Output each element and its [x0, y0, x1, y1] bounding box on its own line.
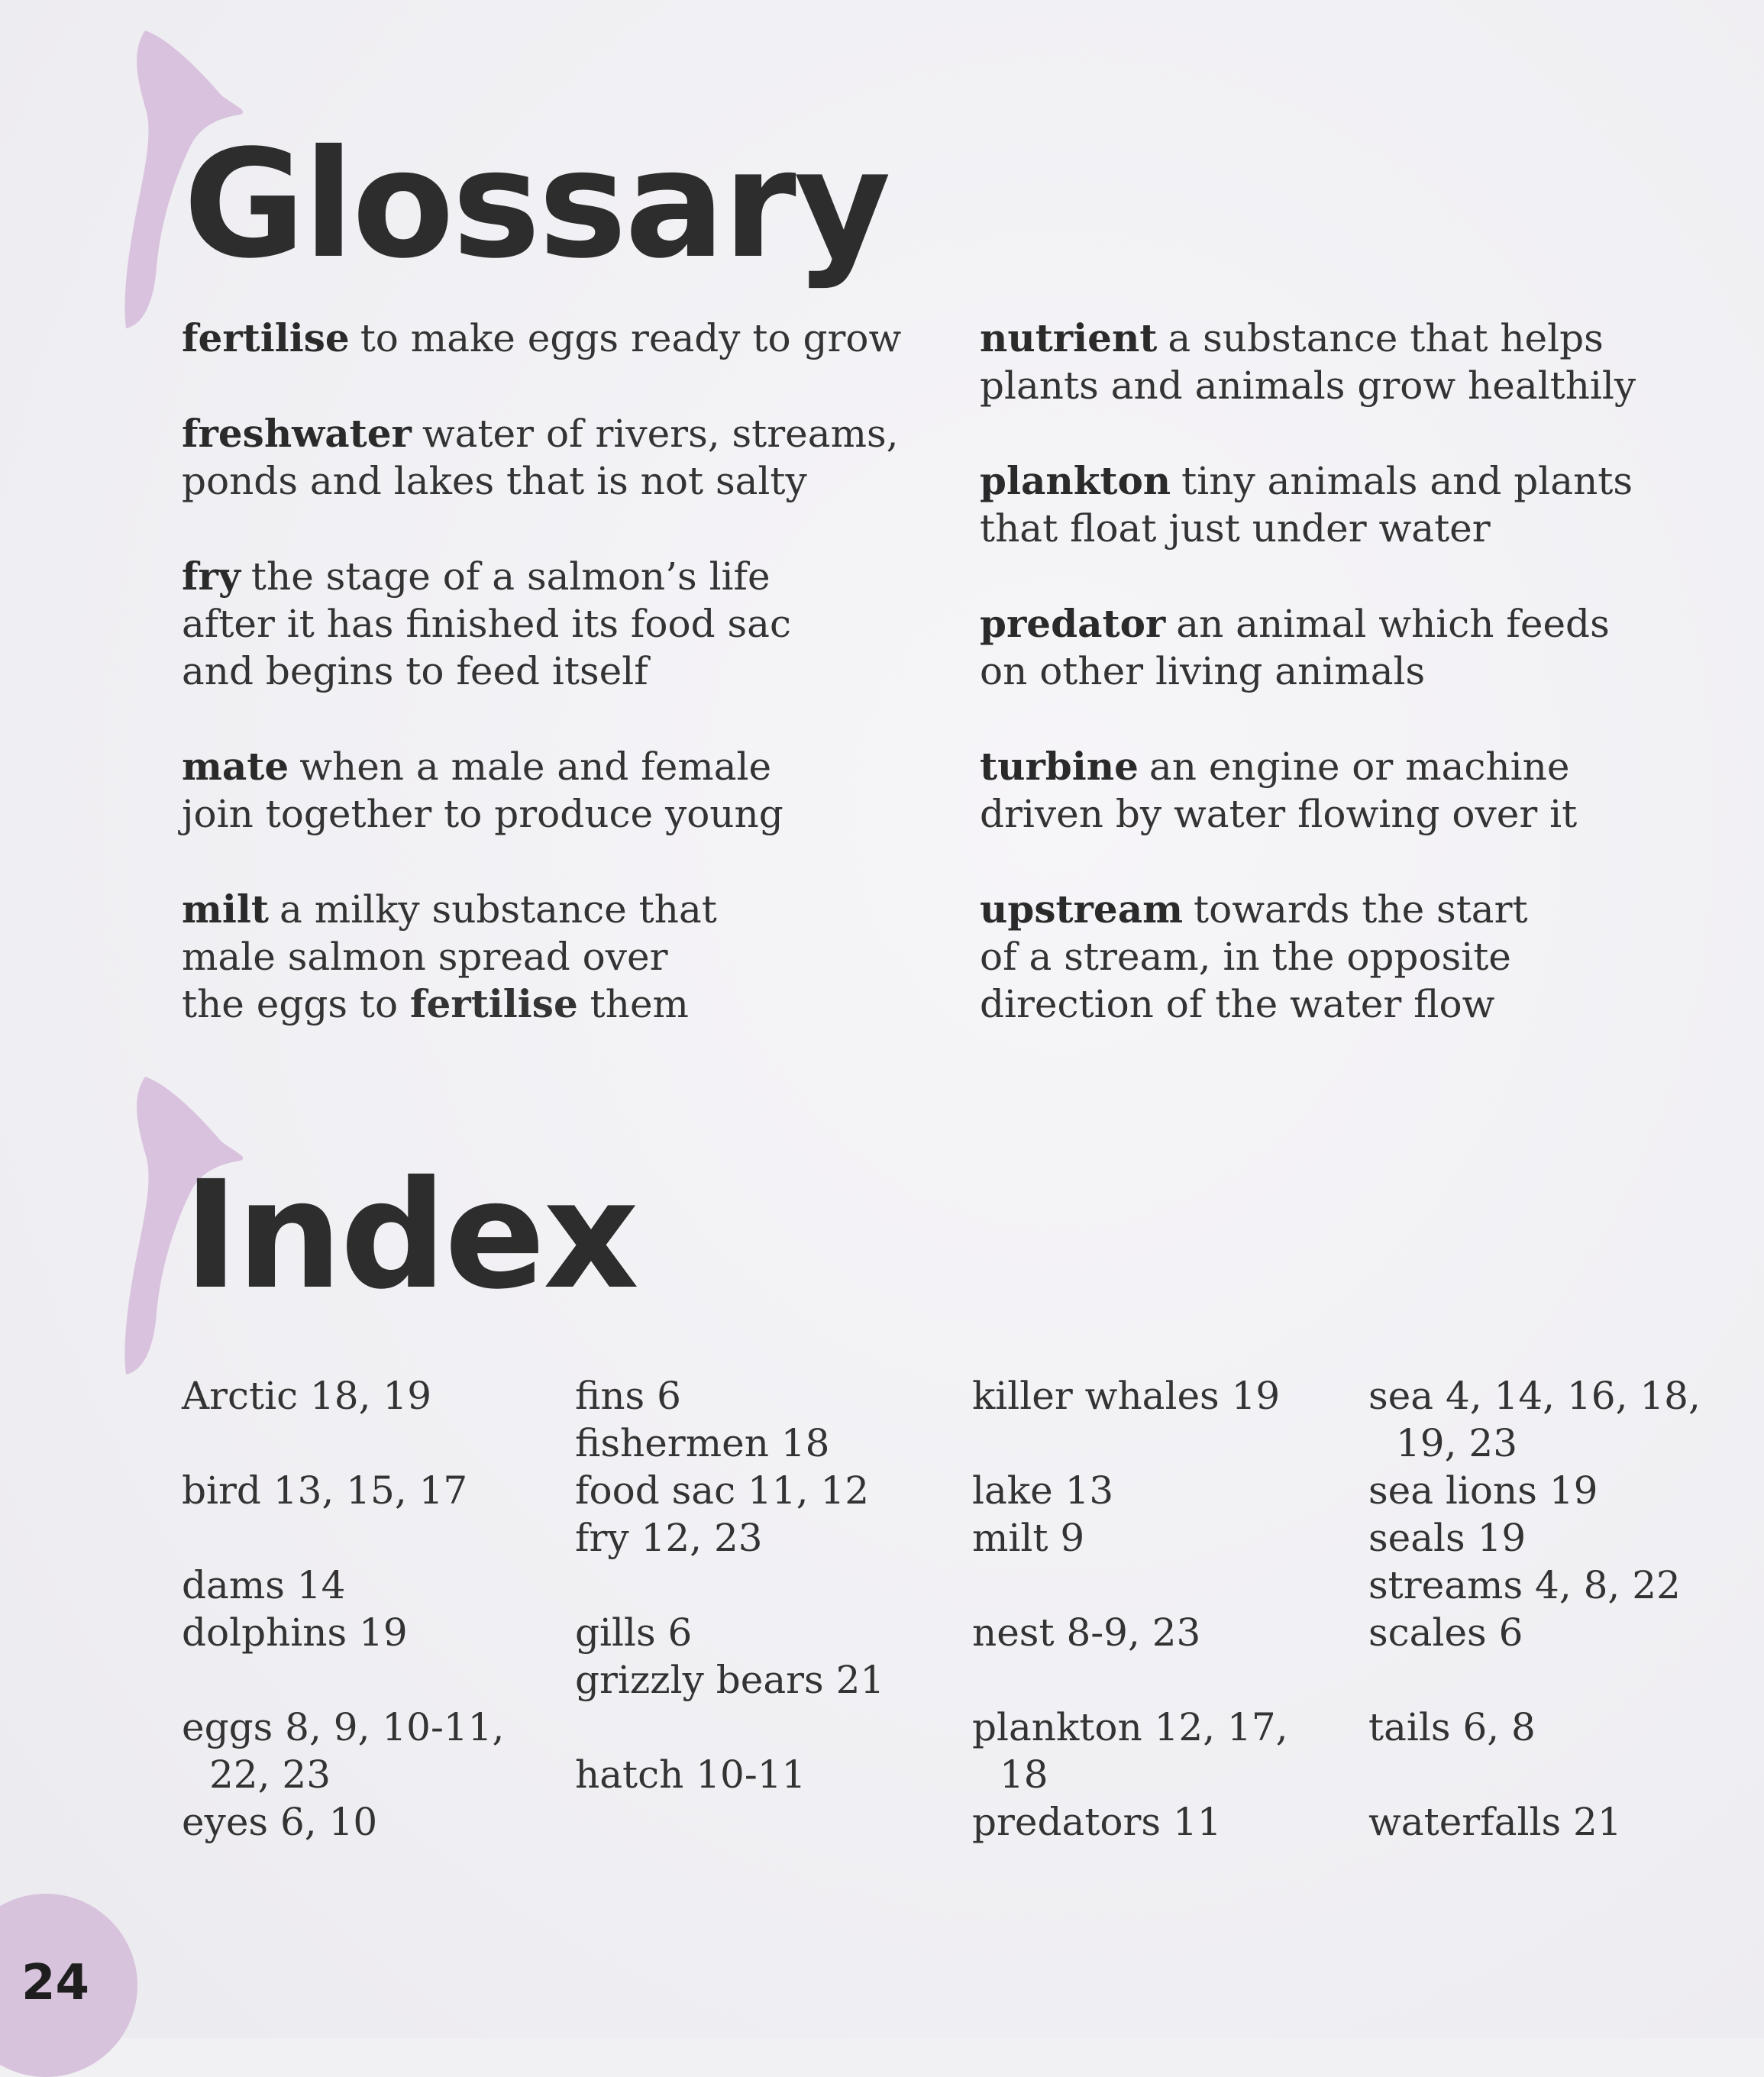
glossary-entry: [980, 315, 1751, 409]
glossary-definition-bold-term: fertilise: [410, 981, 578, 1026]
index-spacer: [575, 1562, 972, 1609]
index-entry-continuation: 22, 23: [209, 1752, 331, 1797]
index-entry: streams 4, 8, 22: [1368, 1563, 1681, 1607]
index-entry: dams 14: [182, 1563, 346, 1607]
index-entry: milt 9: [972, 1516, 1085, 1560]
glossary-term: predator: [980, 601, 1166, 646]
index-entry: eyes 6, 10: [182, 1800, 378, 1844]
glossary-term: fry: [182, 554, 241, 599]
index-spacer: [182, 1514, 579, 1562]
glossary-definition: an engine or machine driven by water flowing over it: [980, 745, 1578, 836]
glossary-definition-end: them: [590, 982, 689, 1026]
glossary-term: upstream: [980, 887, 1184, 932]
glossary-column-left: [182, 315, 953, 1076]
index-spacer: [182, 1420, 579, 1467]
index-entry: eggs 8, 9, 10-11,: [182, 1705, 505, 1749]
glossary-entry: [182, 886, 953, 1028]
index-entry: gills 6: [575, 1610, 693, 1655]
index-entry: Arctic 18, 19: [182, 1374, 432, 1418]
glossary-entry: [182, 410, 953, 505]
glossary-heading: Glossary: [183, 118, 889, 291]
index-entry: scales 6: [1368, 1610, 1523, 1655]
glossary-definition: an animal which feeds on other living animals: [980, 602, 1610, 693]
index-entry: lake 13: [972, 1468, 1114, 1513]
glossary-definition: water of rivers, streams, ponds and lakes that is not salty: [182, 412, 899, 503]
index-entry: sea 4, 14, 16, 18,: [1368, 1374, 1701, 1418]
glossary-definition: the stage of a salmon’s life after it has finished its food sac and begins to feed itself: [182, 554, 791, 693]
glossary-definition: towards the start of a stream, in the opposite direction of the water flow: [980, 887, 1528, 1026]
index-entry: bird 13, 15, 17: [182, 1468, 468, 1513]
index-entry: fry 12, 23: [575, 1516, 763, 1560]
index-entry: hatch 10-11: [575, 1752, 806, 1797]
index-entry: fins 6: [575, 1374, 681, 1418]
glossary-term: turbine: [980, 744, 1139, 789]
index-spacer: [972, 1420, 1369, 1467]
index-entry: waterfalls 21: [1368, 1800, 1622, 1844]
index-entry: plankton 12, 17,: [972, 1705, 1288, 1749]
glossary-term: freshwater: [182, 411, 412, 456]
glossary-entry: [182, 743, 953, 838]
index-entry: predators 11: [972, 1800, 1222, 1844]
index-entry: killer whales 19: [972, 1374, 1281, 1418]
glossary-entry: [980, 743, 1751, 838]
index-entry: sea lions 19: [1368, 1468, 1598, 1513]
glossary-definition: a substance that helps plants and animals grow healthily: [980, 316, 1636, 408]
index-spacer: [182, 1656, 579, 1704]
index-entry: grizzly bears 21: [575, 1658, 885, 1702]
index-heading: Index: [183, 1148, 637, 1322]
glossary-entry: [980, 600, 1751, 695]
glossary-definition: tiny animals and plants that float just under water: [980, 459, 1633, 551]
glossary-entry: [980, 457, 1751, 552]
index-entry: seals 19: [1368, 1516, 1527, 1560]
glossary-term: mate: [182, 744, 289, 789]
index-entry-continuation: 18: [1000, 1752, 1048, 1797]
index-spacer: [1368, 1656, 1764, 1704]
glossary-definition: when a male and female join together to produce young: [182, 745, 783, 836]
index-spacer: [1368, 1751, 1764, 1798]
index-column-1: [182, 1372, 579, 1846]
glossary-entry: [980, 886, 1751, 1028]
index-column-2: [575, 1372, 972, 1798]
index-entry: food sac 11, 12: [575, 1468, 870, 1513]
glossary-definition: to make eggs ready to grow: [360, 316, 902, 360]
glossary-term: milt: [182, 887, 269, 932]
index-entry: dolphins 19: [182, 1610, 408, 1655]
glossary-term: fertilise: [182, 315, 350, 360]
index-column-4: [1368, 1372, 1764, 1846]
index-entry-continuation: 19, 23: [1396, 1421, 1518, 1465]
glossary-entry: [182, 315, 953, 362]
index-entry: tails 6, 8: [1368, 1705, 1536, 1749]
index-entry: fishermen 18: [575, 1421, 830, 1465]
glossary-column-right: [980, 315, 1751, 1076]
page-number: 24: [21, 1955, 90, 2011]
index-column-3: [972, 1372, 1369, 1846]
glossary-definition: a milky substance that male salmon spread over the eggs to: [182, 887, 717, 1026]
glossary-term: nutrient: [980, 315, 1158, 360]
index-spacer: [972, 1656, 1369, 1704]
index-entry: nest 8-9, 23: [972, 1610, 1201, 1655]
index-spacer: [575, 1704, 972, 1751]
glossary-term: plankton: [980, 458, 1171, 503]
glossary-entry: [182, 553, 953, 695]
index-spacer: [972, 1562, 1369, 1609]
